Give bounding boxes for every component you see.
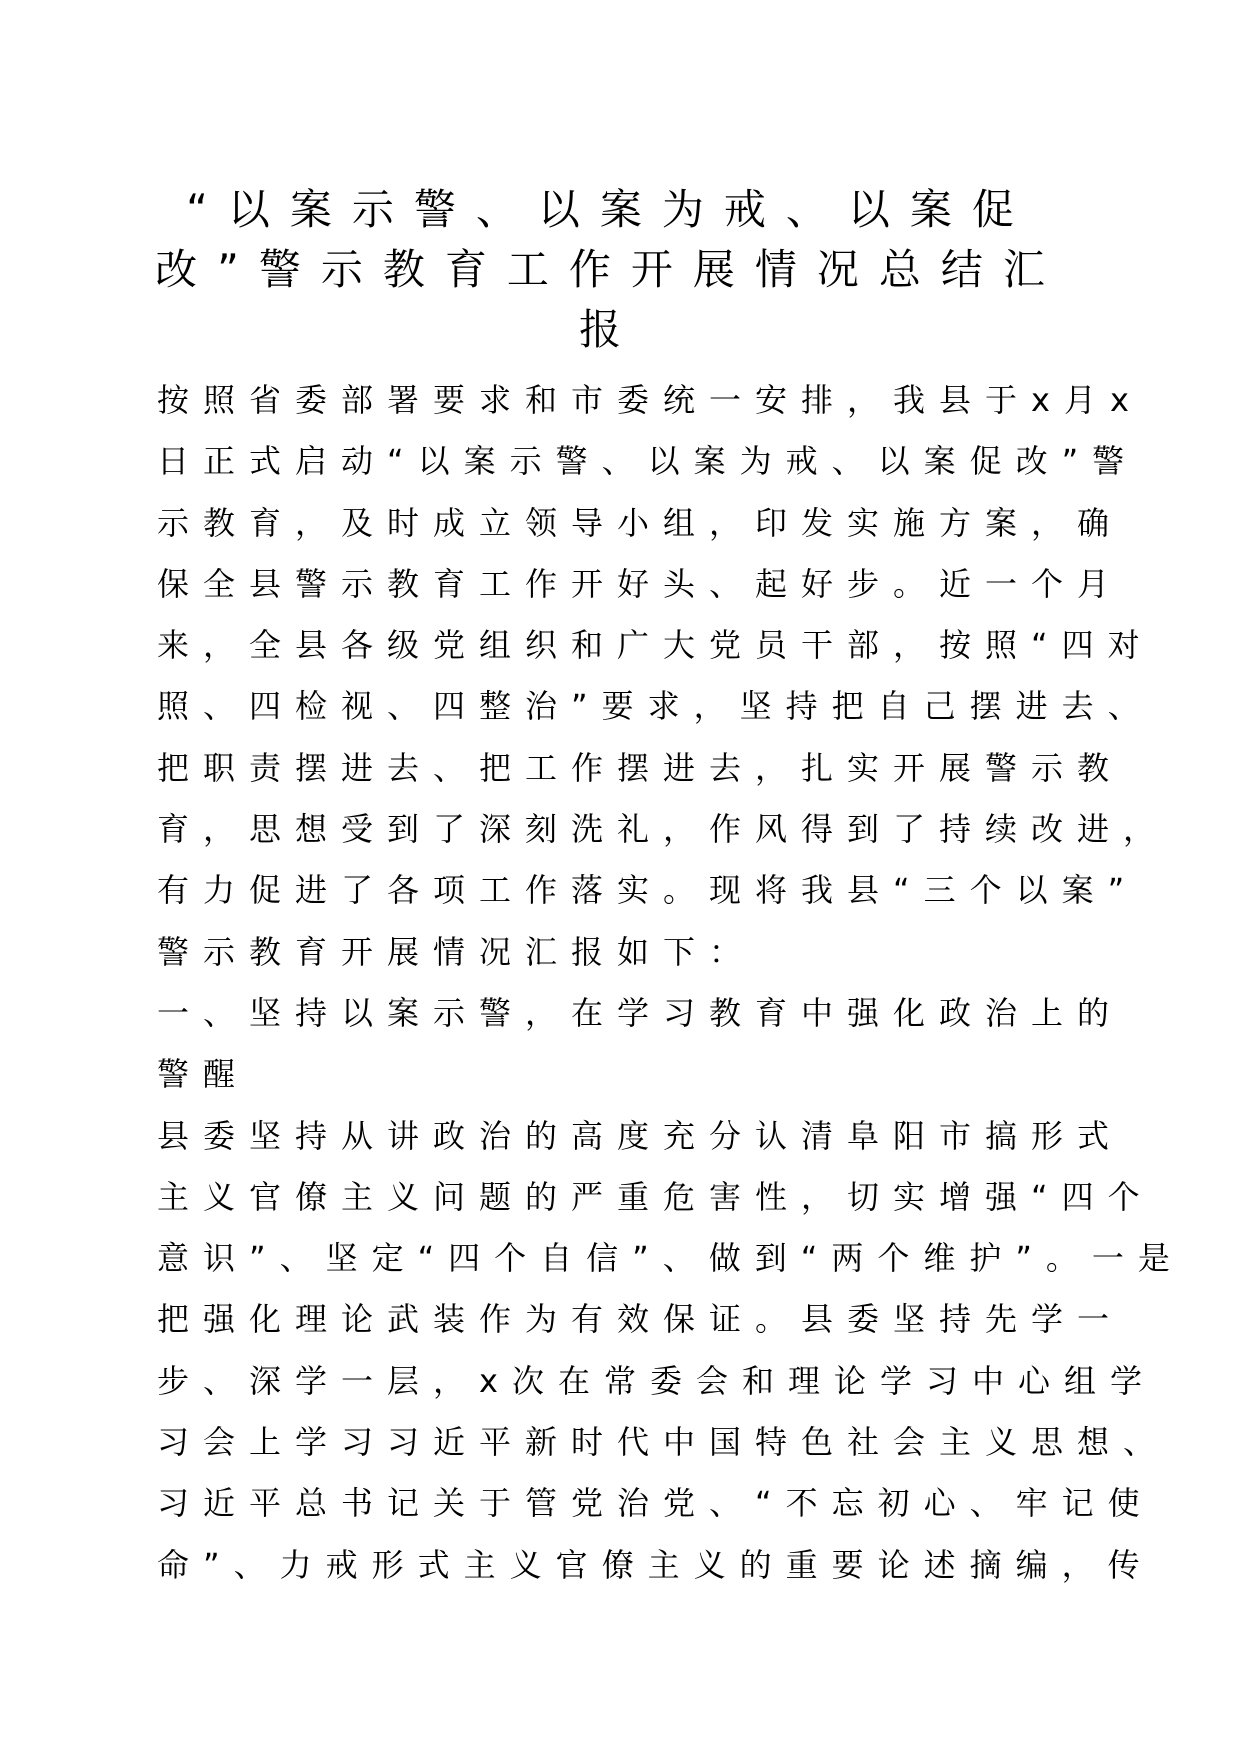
document-body (157, 370, 1217, 1596)
body-line: 示教育，及时成立领导小组，印发实施方案，确 (157, 503, 1124, 542)
body-line: 把职责摆进去、把工作摆进去，扎实开展警示教 (157, 748, 1124, 787)
body-line: 习近平总书记关于管党治党、“不忘初心、牢记使 (157, 1484, 1154, 1523)
body-line: 把强化理论武装作为有效保证。县委坚持先学一 (157, 1300, 1124, 1339)
body-line: 保全县警示教育工作开好头、起好步。近一个月 (157, 564, 1124, 603)
body-line: 习会上学习习近平新时代中国特色社会主义思想、 (157, 1423, 1170, 1462)
title-line: “以案示警、以案为戒、以案促 (186, 185, 1034, 234)
body-line: 按照省委部署要求和市委统一安排，我县于x月x (157, 381, 1143, 419)
body-line: 命”、力戒形式主义官僚主义的重要论述摘编，传 (157, 1545, 1154, 1584)
body-line: 主义官僚主义问题的严重危害性，切实增强“四个 (157, 1177, 1154, 1216)
body-line: 县委坚持从讲政治的高度充分认清阜阳市搞形式 (157, 1116, 1124, 1155)
document-title (150, 180, 1070, 360)
body-line: 有力促进了各项工作落实。现将我县“三个以案” (157, 871, 1139, 910)
body-line: 日正式启动“以案示警、以案为戒、以案促改”警 (157, 442, 1139, 481)
body-line: 意识”、坚定“四个自信”、做到“两个维护”。一是 (157, 1239, 1184, 1278)
body-line: 育，思想受到了深刻洗礼，作风得到了持续改进， (157, 810, 1170, 849)
title-line: 报 (578, 305, 641, 354)
body-line: 步、深学一层，x次在常委会和理论学习中心组学 (157, 1361, 1156, 1400)
section-heading-line: 一、坚持以案示警，在学习教育中强化政治上的 (157, 993, 1124, 1032)
body-line: 照、四检视、四整治”要求，坚持把自己摆进去、 (157, 687, 1154, 726)
body-line: 来，全县各级党组织和广大党员干部，按照“四对 (157, 626, 1154, 665)
body-line: 警示教育开展情况汇报如下： (157, 932, 756, 971)
title-line: 改”警示教育工作开展情况总结汇 (155, 245, 1065, 294)
section-heading-line: 警醒 (157, 1055, 250, 1094)
